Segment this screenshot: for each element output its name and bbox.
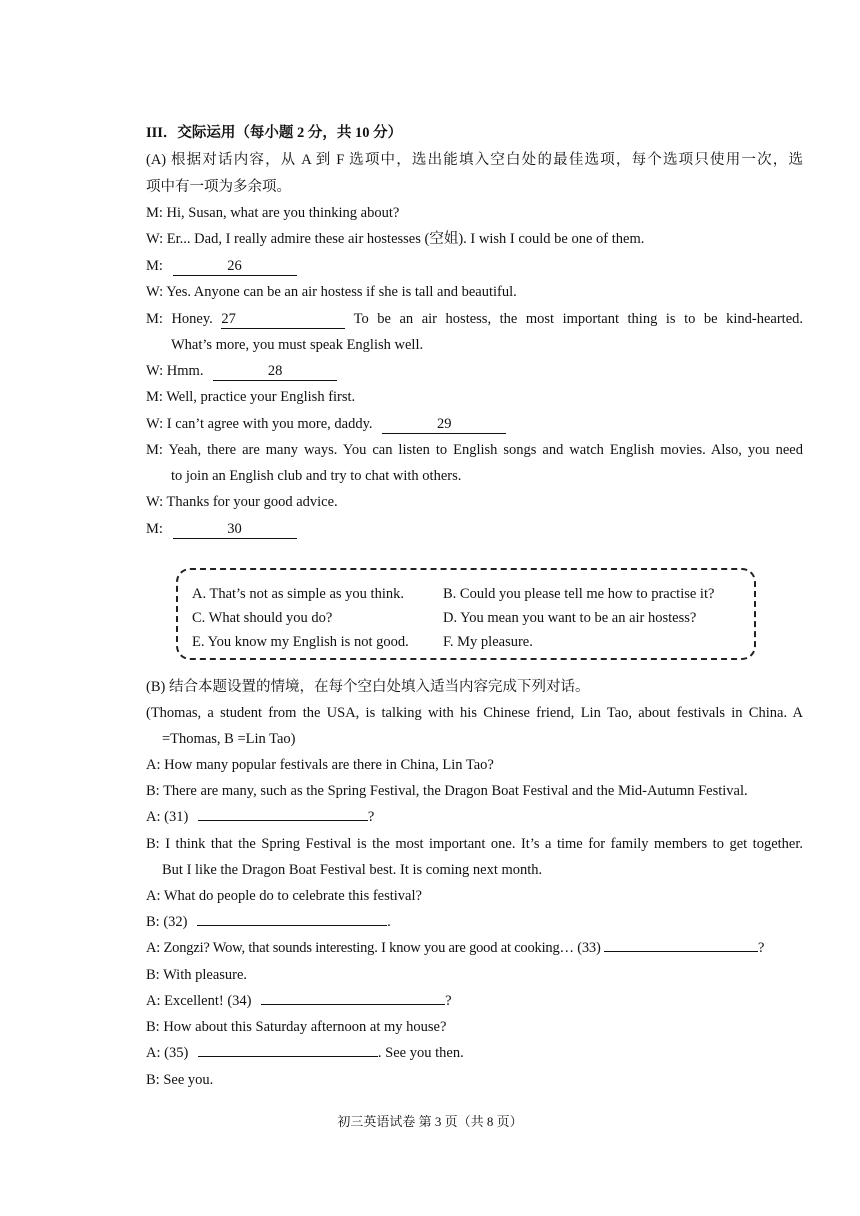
line-text: W: Hmm. xyxy=(146,363,204,379)
part-b-context: (Thomas, a student from the USA, is talking with his Chinese friend, Lin Tao, about festivals in China. A xyxy=(146,705,803,721)
line-end: ? xyxy=(445,993,452,1009)
answer-blank-29[interactable]: 29 xyxy=(382,416,506,434)
dialogue-line: M: Well, practice your English first. xyxy=(146,389,356,405)
answer-blank-33[interactable] xyxy=(604,951,758,952)
line-text: A: Excellent! (34) xyxy=(146,993,252,1009)
answer-blank-26[interactable]: 26 xyxy=(173,258,297,276)
page-footer: 初三英语试卷 第 3 页（共 8 页） xyxy=(337,1114,523,1129)
line-end: ? xyxy=(758,940,765,956)
dialogue-line: M: Yeah, there are many ways. You can listen to English songs and watch English movies. Also, you need xyxy=(146,442,803,458)
option-a: A. That’s not as simple as you think. xyxy=(192,586,404,602)
dialogue-line-cont: to join an English club and try to chat with others. xyxy=(171,468,462,484)
dialogue-line xyxy=(146,1043,464,1063)
dialogue-line: B: How about this Saturday afternoon at my house? xyxy=(146,1019,447,1035)
section-title: III．交际运用（每小题 2 分，共 10 分） xyxy=(146,125,403,141)
dialogue-line xyxy=(146,256,297,276)
answer-blank-35[interactable] xyxy=(198,1056,378,1057)
dialogue-line: W: Thanks for your good advice. xyxy=(146,494,338,510)
answer-blank-34[interactable] xyxy=(261,1004,445,1005)
dialogue-line: W: Er... Dad, I really admire these air hostesses (空姐). I wish I could be one of them. xyxy=(146,231,645,247)
line-text: A: (31) xyxy=(146,809,189,825)
dialogue-line xyxy=(146,414,506,434)
option-e: E. You know my English is not good. xyxy=(192,634,409,650)
dialogue-line: B: There are many, such as the Spring Festival, the Dragon Boat Festival and the Mid-Autumn Festival. xyxy=(146,783,748,799)
option-b: B. Could you please tell me how to practise it? xyxy=(443,586,715,602)
answer-blank-27[interactable]: 27 xyxy=(221,311,345,329)
answer-blank-28[interactable]: 28 xyxy=(213,363,337,381)
part-b-instruction: (B) 结合本题设置的情境，在每个空白处填入适当内容完成下列对话。 xyxy=(146,679,590,695)
line-text: M: Honey. xyxy=(146,311,213,327)
dialogue-line xyxy=(146,309,803,329)
line-end: . See you then. xyxy=(377,1045,464,1061)
dialogue-line xyxy=(146,912,391,932)
speaker-label: M: xyxy=(146,258,163,274)
line-end: . xyxy=(387,914,391,930)
answer-blank-31[interactable] xyxy=(198,820,368,821)
dialogue-line: B: I think that the Spring Festival is the most important one. It’s a time for family members to get together. xyxy=(146,836,803,852)
line-text: A: Zongzi? Wow, that sounds interesting. I know you are good at cooking… (33) xyxy=(146,940,601,956)
part-a-instruction: (A) 根据对话内容，从 A 到 F 选项中，选出能填入空白处的最佳选项，每个选项只使用一次，选 xyxy=(146,152,803,168)
line-text: W: I can’t agree with you more, daddy. xyxy=(146,416,373,432)
dialogue-line: A: How many popular festivals are there in China, Lin Tao? xyxy=(146,757,494,773)
options-box xyxy=(176,568,756,660)
line-text: B: (32) xyxy=(146,914,188,930)
option-d: D. You mean you want to be an air hostess? xyxy=(443,610,697,626)
answer-blank-32[interactable] xyxy=(197,925,387,926)
option-c: C. What should you do? xyxy=(192,610,333,626)
line-text: A: (35) xyxy=(146,1045,189,1061)
dialogue-line: B: See you. xyxy=(146,1072,214,1088)
dialogue-line: A: What do people do to celebrate this festival? xyxy=(146,888,422,904)
dialogue-line xyxy=(146,361,337,381)
dialogue-line xyxy=(146,938,764,958)
dialogue-line-cont: What’s more, you must speak English well. xyxy=(171,337,424,353)
dialogue-line: W: Yes. Anyone can be an air hostess if she is tall and beautiful. xyxy=(146,284,517,300)
dialogue-line xyxy=(146,991,452,1011)
answer-blank-30[interactable]: 30 xyxy=(173,521,297,539)
speaker-label: M: xyxy=(146,521,163,537)
part-b-context-cont: =Thomas, B =Lin Tao) xyxy=(162,731,296,747)
line-text: To be an air hostess, the most important thing is to be kind-hearted. xyxy=(353,311,804,327)
dialogue-line xyxy=(146,807,374,827)
dialogue-line-cont: But I like the Dragon Boat Festival best. It is coming next month. xyxy=(162,862,543,878)
dialogue-line: B: With pleasure. xyxy=(146,967,248,983)
line-end: ? xyxy=(367,809,375,825)
dialogue-line: M: Hi, Susan, what are you thinking about? xyxy=(146,205,400,221)
option-f: F. My pleasure. xyxy=(443,634,533,650)
part-a-instruction-cont: 项中有一项为多余项。 xyxy=(146,179,291,195)
dialogue-line xyxy=(146,519,297,539)
